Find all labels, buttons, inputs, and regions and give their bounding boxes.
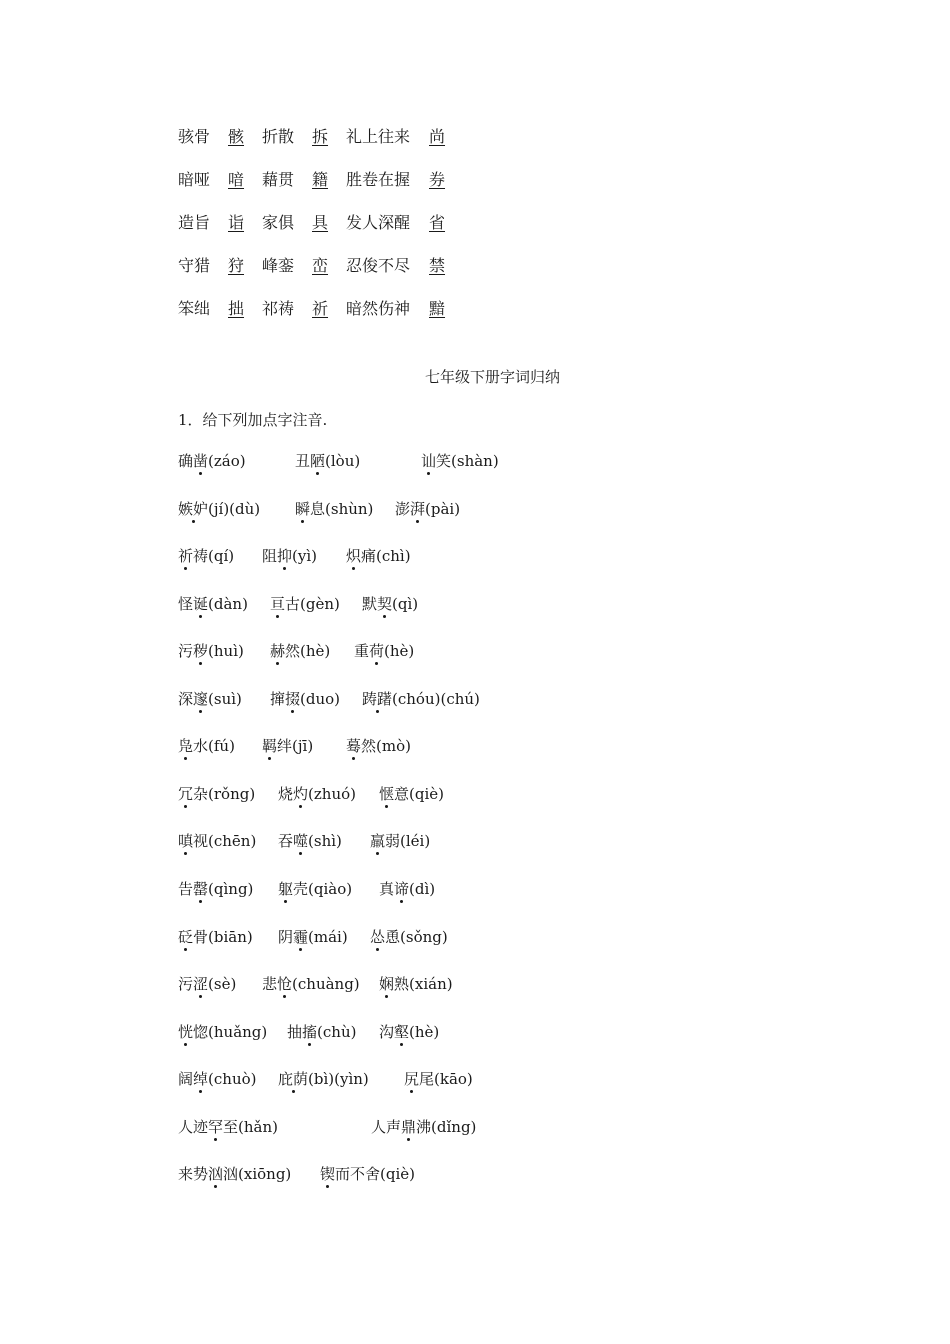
dotted-char: 抑 bbox=[277, 547, 293, 565]
word-pinyin: 而不舍(qiè) bbox=[335, 1165, 415, 1183]
wrong-word: 笨绌 bbox=[178, 299, 211, 318]
pinyin-item bbox=[178, 1020, 267, 1044]
pinyin-item bbox=[354, 639, 414, 663]
word-pinyin: (lòu) bbox=[325, 452, 361, 470]
pinyin-item bbox=[270, 592, 340, 616]
pinyin-item bbox=[379, 782, 444, 806]
dotted-char: 谛 bbox=[394, 880, 410, 898]
word-pinyin: 恿(sǒng) bbox=[385, 928, 448, 946]
dotted-char: 罕 bbox=[208, 1118, 224, 1136]
pinyin-item bbox=[346, 734, 411, 758]
pinyin-item bbox=[178, 449, 246, 473]
corrected-char: 黯 bbox=[429, 299, 446, 318]
pinyin-item bbox=[287, 1020, 356, 1044]
word-pinyin: 惚(huǎng) bbox=[193, 1023, 268, 1041]
pinyin-item bbox=[379, 877, 435, 901]
word-part: 默 bbox=[362, 595, 378, 613]
wrong-word: 造旨 bbox=[178, 213, 211, 232]
dotted-char: 噬 bbox=[293, 832, 309, 850]
word-pinyin: 绊(jī) bbox=[277, 737, 314, 755]
dotted-char: 湃 bbox=[410, 500, 426, 518]
dotted-char: 荷 bbox=[369, 642, 385, 660]
word-pinyin: 祷(qí) bbox=[193, 547, 235, 565]
pinyin-item bbox=[278, 877, 352, 901]
corrected-char: 骸 bbox=[228, 127, 245, 146]
pinyin-item bbox=[370, 829, 430, 853]
dotted-char: 亘 bbox=[270, 595, 286, 613]
pinyin-item bbox=[178, 1067, 257, 1091]
word-pinyin: 然(hè) bbox=[285, 642, 331, 660]
word-pinyin: (pài) bbox=[425, 500, 461, 518]
word-pinyin: 熟(xián) bbox=[394, 975, 453, 993]
corrected-char: 狩 bbox=[228, 256, 245, 275]
word-pinyin: (chuò) bbox=[208, 1070, 257, 1088]
word-part: 真 bbox=[379, 880, 395, 898]
word-pinyin: 骨(biān) bbox=[193, 928, 253, 946]
word-part: 污 bbox=[178, 975, 194, 993]
pinyin-item bbox=[178, 972, 236, 996]
corrected-char: 拆 bbox=[312, 127, 329, 146]
pinyin-item bbox=[346, 544, 411, 568]
word-pinyin: 息(shùn) bbox=[310, 500, 374, 518]
pinyin-item bbox=[370, 925, 448, 949]
pinyin-item bbox=[362, 687, 480, 711]
dotted-char: 炽 bbox=[346, 547, 362, 565]
pinyin-item bbox=[295, 497, 373, 521]
pinyin-item bbox=[371, 1115, 476, 1139]
dotted-char: 锲 bbox=[320, 1165, 336, 1183]
word-pinyin: 至(hǎn) bbox=[223, 1118, 278, 1136]
pinyin-item bbox=[262, 734, 313, 758]
word-pinyin: 视(chēn) bbox=[193, 832, 257, 850]
word-part: 深 bbox=[178, 690, 194, 708]
pinyin-item bbox=[178, 1162, 291, 1186]
wrong-word: 守猎 bbox=[178, 256, 211, 275]
dotted-char: 绰 bbox=[193, 1070, 209, 1088]
pinyin-item bbox=[278, 782, 356, 806]
word-part: 阴 bbox=[278, 928, 294, 946]
dotted-char: 娴 bbox=[379, 975, 395, 993]
dotted-char: 鼎 bbox=[401, 1118, 417, 1136]
word-part: 澎 bbox=[395, 500, 411, 518]
word-part: 沟 bbox=[379, 1023, 395, 1041]
word-part: 丑 bbox=[295, 452, 311, 470]
dotted-char: 灼 bbox=[293, 785, 309, 803]
pinyin-item bbox=[278, 925, 348, 949]
word-part: 告 bbox=[178, 880, 194, 898]
dotted-char: 邃 bbox=[193, 690, 209, 708]
dotted-char: 踌躇 bbox=[362, 690, 393, 708]
word-pinyin: 痛(chì) bbox=[361, 547, 411, 565]
word-part: 悲 bbox=[262, 975, 278, 993]
pinyin-item bbox=[262, 544, 317, 568]
word-pinyin: (qì) bbox=[392, 595, 419, 613]
word-pinyin: (qìng) bbox=[208, 880, 254, 898]
pinyin-item bbox=[295, 449, 360, 473]
dotted-char: 陋 bbox=[310, 452, 326, 470]
pinyin-item bbox=[178, 544, 234, 568]
pinyin-item bbox=[178, 639, 244, 663]
word-part: 抽 bbox=[287, 1023, 303, 1041]
corrected-char: 省 bbox=[429, 213, 446, 232]
dotted-char: 凫 bbox=[178, 737, 194, 755]
word-pinyin: 意(qiè) bbox=[394, 785, 444, 803]
corrected-char: 禁 bbox=[429, 256, 446, 275]
dotted-char: 惬 bbox=[379, 785, 395, 803]
word-pinyin: (dì) bbox=[409, 880, 436, 898]
word-pinyin: 笑(shàn) bbox=[436, 452, 499, 470]
corrected-char: 券 bbox=[429, 170, 446, 189]
corrected-char: 诣 bbox=[228, 213, 245, 232]
wrong-word: 暗哑 bbox=[178, 170, 211, 189]
dotted-char: 涩 bbox=[193, 975, 209, 993]
wrong-word: 折散 bbox=[262, 127, 295, 146]
dotted-char: 嗔 bbox=[178, 832, 194, 850]
word-pinyin: (sè) bbox=[208, 975, 237, 993]
dotted-char: 嫉妒 bbox=[178, 500, 209, 518]
word-part: 怪 bbox=[178, 595, 194, 613]
dotted-char: 契 bbox=[377, 595, 393, 613]
word-pinyin: (shì) bbox=[308, 832, 342, 850]
word-pinyin: (chuàng) bbox=[292, 975, 360, 993]
word-pinyin: 水(fú) bbox=[193, 737, 235, 755]
dotted-char: 壑 bbox=[394, 1023, 410, 1041]
dotted-char: 搐 bbox=[302, 1023, 318, 1041]
word-pinyin: (jí)(dù) bbox=[208, 500, 261, 518]
word-part: 阻 bbox=[262, 547, 278, 565]
pinyin-item bbox=[178, 592, 248, 616]
pinyin-item bbox=[278, 829, 342, 853]
word-pinyin: (bì)(yìn) bbox=[308, 1070, 369, 1088]
dotted-char: 凿 bbox=[193, 452, 209, 470]
wrong-word: 忍俊不尽 bbox=[346, 256, 411, 275]
dotted-char: 羸 bbox=[370, 832, 386, 850]
word-part: 重 bbox=[354, 642, 370, 660]
pinyin-item bbox=[178, 829, 256, 853]
exercise-instruction: 1．给下列加点字注音. bbox=[178, 411, 328, 429]
wrong-word: 发人深醒 bbox=[346, 213, 411, 232]
dotted-char: 讪 bbox=[421, 452, 437, 470]
corrected-char: 具 bbox=[312, 213, 329, 232]
wrong-word: 骇骨 bbox=[178, 127, 211, 146]
pinyin-item bbox=[178, 687, 242, 711]
dotted-char: 祈 bbox=[178, 547, 194, 565]
dotted-char: 诞 bbox=[193, 595, 209, 613]
dotted-char: 掇 bbox=[285, 690, 301, 708]
corrected-char: 籍 bbox=[312, 170, 329, 189]
word-part: 污 bbox=[178, 642, 194, 660]
pinyin-item bbox=[178, 782, 255, 806]
wrong-word: 暗然伤神 bbox=[346, 299, 411, 318]
dotted-char: 瞬 bbox=[295, 500, 311, 518]
word-pinyin: (dàn) bbox=[208, 595, 248, 613]
corrected-char: 尚 bbox=[429, 127, 446, 146]
pinyin-item bbox=[379, 972, 453, 996]
word-part: 烧 bbox=[278, 785, 294, 803]
corrected-char: 祈 bbox=[312, 299, 329, 318]
wrong-word: 礼上往来 bbox=[346, 127, 411, 146]
dotted-char: 罄 bbox=[193, 880, 209, 898]
dotted-char: 羁 bbox=[262, 737, 278, 755]
word-pinyin: (záo) bbox=[208, 452, 246, 470]
pinyin-item bbox=[362, 592, 418, 616]
word-pinyin: 古(gèn) bbox=[285, 595, 340, 613]
dotted-char: 蓦 bbox=[346, 737, 362, 755]
word-part: 吞 bbox=[278, 832, 294, 850]
dotted-char: 冗 bbox=[178, 785, 194, 803]
section-title: 七年级下册字词归纳 bbox=[424, 368, 560, 386]
word-part: 确 bbox=[178, 452, 194, 470]
pinyin-item bbox=[270, 687, 340, 711]
word-part: 人迹 bbox=[178, 1118, 209, 1136]
word-pinyin: (suì) bbox=[208, 690, 242, 708]
word-pinyin: 弱(léi) bbox=[385, 832, 431, 850]
pinyin-item bbox=[178, 877, 253, 901]
word-pinyin: 杂(rǒng) bbox=[193, 785, 256, 803]
word-pinyin: (hè) bbox=[409, 1023, 440, 1041]
word-part: 来势 bbox=[178, 1165, 209, 1183]
dotted-char: 汹 bbox=[208, 1165, 224, 1183]
pinyin-item bbox=[278, 1067, 369, 1091]
word-part: 撺 bbox=[270, 690, 286, 708]
pinyin-item bbox=[270, 639, 330, 663]
word-pinyin: (hè) bbox=[384, 642, 415, 660]
wrong-word: 祁祷 bbox=[262, 299, 295, 318]
word-pinyin: 壳(qiào) bbox=[293, 880, 353, 898]
word-part: 人声 bbox=[371, 1118, 402, 1136]
wrong-word: 峰銮 bbox=[262, 256, 295, 275]
dotted-char: 怆 bbox=[277, 975, 293, 993]
word-pinyin: (zhuó) bbox=[308, 785, 356, 803]
wrong-word: 藉贯 bbox=[262, 170, 295, 189]
pinyin-item bbox=[379, 1020, 439, 1044]
word-part: 阔 bbox=[178, 1070, 194, 1088]
dotted-char: 砭 bbox=[178, 928, 194, 946]
pinyin-item bbox=[320, 1162, 415, 1186]
corrected-char: 喑 bbox=[228, 170, 245, 189]
dotted-char: 秽 bbox=[193, 642, 209, 660]
word-pinyin: (duo) bbox=[300, 690, 341, 708]
dotted-char: 霾 bbox=[293, 928, 309, 946]
word-pinyin: (chóu)(chú) bbox=[392, 690, 480, 708]
word-pinyin: (yì) bbox=[292, 547, 318, 565]
word-pinyin: (huì) bbox=[208, 642, 244, 660]
pinyin-item bbox=[178, 1115, 278, 1139]
word-pinyin: 然(mò) bbox=[361, 737, 411, 755]
pinyin-item bbox=[178, 925, 253, 949]
word-pinyin: 尾(kāo) bbox=[419, 1070, 473, 1088]
dotted-char: 恍 bbox=[178, 1023, 194, 1041]
dotted-char: 赫 bbox=[270, 642, 286, 660]
wrong-word: 家俱 bbox=[262, 213, 295, 232]
word-pinyin: 沸(dǐng) bbox=[416, 1118, 477, 1136]
pinyin-item bbox=[421, 449, 499, 473]
word-pinyin: (mái) bbox=[308, 928, 348, 946]
dotted-char: 怂 bbox=[370, 928, 386, 946]
dotted-char: 躯 bbox=[278, 880, 294, 898]
corrected-char: 拙 bbox=[228, 299, 245, 318]
word-pinyin: 汹(xiōng) bbox=[223, 1165, 292, 1183]
pinyin-item bbox=[262, 972, 360, 996]
pinyin-item bbox=[395, 497, 460, 521]
pinyin-item bbox=[404, 1067, 473, 1091]
pinyin-item bbox=[178, 497, 260, 521]
dotted-char: 尻 bbox=[404, 1070, 420, 1088]
corrected-char: 峦 bbox=[312, 256, 329, 275]
word-pinyin: (chù) bbox=[317, 1023, 357, 1041]
pinyin-item bbox=[178, 734, 235, 758]
wrong-word: 胜卷在握 bbox=[346, 170, 411, 189]
dotted-char: 庇荫 bbox=[278, 1070, 309, 1088]
